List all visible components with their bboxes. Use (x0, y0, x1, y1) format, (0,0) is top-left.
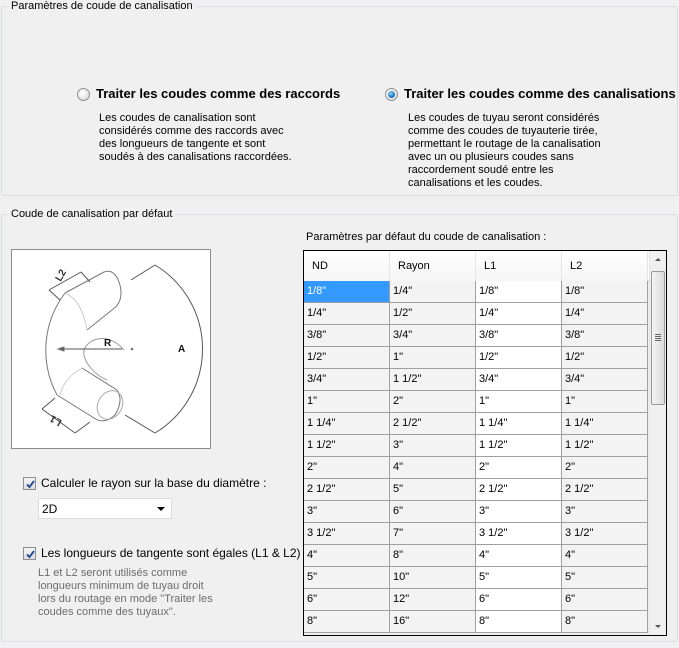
table-cell-l1[interactable]: 2 1/2" (476, 479, 562, 501)
radio-treat-as-fittings-label: Traiter les coudes comme des raccords (96, 86, 341, 101)
table-cell-l2[interactable]: 3 1/2" (562, 523, 648, 545)
table-cell-l1[interactable]: 8" (476, 611, 562, 633)
radio-treat-as-pipes-label: Traiter les coudes comme des canalisations (404, 86, 676, 101)
vertical-scrollbar[interactable] (649, 251, 666, 635)
l1-label: L1 (48, 412, 64, 428)
table-cell-nd[interactable]: 2 1/2" (304, 479, 390, 501)
table-row[interactable] (304, 479, 650, 501)
table-cell-rayon[interactable]: 10" (390, 567, 476, 589)
column-header-rayon[interactable]: Rayon (390, 251, 476, 281)
table-cell-rayon[interactable]: 3/4" (390, 325, 476, 347)
table-row[interactable] (304, 589, 650, 611)
table-cell-nd[interactable]: 3/4" (304, 369, 390, 391)
table-cell-l1[interactable]: 1/8" (476, 281, 562, 303)
table-row[interactable] (304, 325, 650, 347)
checkbox-checked-icon[interactable] (23, 477, 36, 490)
table-cell-rayon[interactable]: 7" (390, 523, 476, 545)
table-row[interactable] (304, 457, 650, 479)
table-cell-rayon[interactable]: 5" (390, 479, 476, 501)
table-cell-rayon[interactable]: 16" (390, 611, 476, 633)
table-cell-l2[interactable]: 3/4" (562, 369, 648, 391)
table-cell-rayon[interactable]: 6" (390, 501, 476, 523)
r-label: R (104, 338, 112, 349)
description-line: soudés à des canalisations raccordées. (99, 151, 292, 163)
table-cell-l2[interactable]: 3/8" (562, 325, 648, 347)
table-row[interactable] (304, 523, 650, 545)
table-cell-l2[interactable]: 4" (562, 545, 648, 567)
table-cell-l2[interactable]: 1 1/2" (562, 435, 648, 457)
grip-icon (655, 334, 661, 341)
calc-radius-checkbox[interactable] (23, 476, 266, 490)
table-cell-rayon[interactable]: 12" (390, 589, 476, 611)
description-line: raccordement soudé entre les (408, 164, 554, 176)
table-cell-l1[interactable]: 3" (476, 501, 562, 523)
table-cell-l1[interactable]: 1 1/2" (476, 435, 562, 457)
table-cell-rayon[interactable]: 1" (390, 347, 476, 369)
table-cell-l2[interactable]: 1/2" (562, 347, 648, 369)
table-cell-l2[interactable]: 1/8" (562, 281, 648, 303)
description-line: considérés comme des raccords avec (99, 125, 284, 137)
table-cell-l1[interactable]: 6" (476, 589, 562, 611)
table-cell-nd[interactable]: 1 1/2" (304, 435, 390, 457)
chevron-down-icon[interactable] (157, 507, 165, 511)
table-cell-l2[interactable]: 8" (562, 611, 648, 633)
table-cell-rayon[interactable]: 1/4" (390, 281, 476, 303)
table-cell-l2[interactable]: 5" (562, 567, 648, 589)
table-cell-nd[interactable]: 6" (304, 589, 390, 611)
hint-line: longueurs minimum de tuyau droit (38, 580, 204, 592)
elbow-diagram (11, 249, 211, 449)
description-line: permettant le routage de la canalisation (408, 138, 601, 150)
radio-button-checked-icon[interactable] (385, 88, 398, 101)
description-line: Les coudes de tuyau seront considérés (408, 112, 600, 124)
table-caption: Paramètres par défaut du coude de canalisation : (306, 231, 547, 243)
radio-button-icon[interactable] (77, 88, 90, 101)
radius-combo-value: 2D (42, 501, 58, 516)
scroll-up-arrow-icon[interactable] (650, 251, 667, 268)
description-line: Les coudes de canalisation sont (99, 112, 256, 124)
checkbox-checked-icon[interactable] (23, 547, 36, 560)
table-cell-nd[interactable]: 1/4" (304, 303, 390, 325)
scroll-down-arrow-icon[interactable] (650, 618, 667, 635)
column-header-nd[interactable]: ND (304, 251, 390, 281)
table-cell-l1[interactable]: 1 1/4" (476, 413, 562, 435)
table-cell-l2[interactable]: 2" (562, 457, 648, 479)
table-cell-rayon[interactable]: 4" (390, 457, 476, 479)
table-cell-nd[interactable]: 3 1/2" (304, 523, 390, 545)
l2-label: L2 (53, 267, 70, 284)
table-row[interactable] (304, 545, 650, 567)
table-row[interactable] (304, 567, 650, 589)
default-elbow-title: Coude de canalisation par défaut (8, 208, 175, 221)
description-line: des longueurs de tangente et sont (99, 138, 266, 150)
table-row[interactable] (304, 303, 650, 325)
table-row[interactable] (304, 413, 650, 435)
table-cell-l1[interactable]: 1/2" (476, 347, 562, 369)
elbow-defaults-table[interactable] (303, 250, 667, 636)
table-cell-l1[interactable]: 5" (476, 567, 562, 589)
column-header-l1[interactable]: L1 (476, 251, 562, 281)
table-cell-l1[interactable]: 1/4" (476, 303, 562, 325)
table-cell-nd[interactable]: 1 1/4" (304, 413, 390, 435)
table-row[interactable] (304, 281, 650, 303)
table-cell-nd[interactable]: 3/8" (304, 325, 390, 347)
table-row[interactable] (304, 369, 650, 391)
table-cell-l1[interactable]: 3/4" (476, 369, 562, 391)
table-cell-rayon[interactable]: 2" (390, 391, 476, 413)
a-label: A (178, 344, 186, 355)
table-cell-l1[interactable]: 2" (476, 457, 562, 479)
table-cell-l1[interactable]: 4" (476, 545, 562, 567)
table-cell-rayon[interactable]: 1/2" (390, 303, 476, 325)
calc-radius-label: Calculer le rayon sur la base du diamètre : (41, 476, 267, 490)
table-cell-l2[interactable]: 2 1/2" (562, 479, 648, 501)
table-row[interactable] (304, 501, 650, 523)
table-body (304, 281, 650, 633)
table-row[interactable] (304, 611, 650, 633)
table-cell-nd[interactable]: 1" (304, 391, 390, 413)
scroll-thumb[interactable] (651, 271, 665, 405)
hint-line: lors du routage en mode "Traiter les (38, 593, 213, 605)
table-cell-nd[interactable]: 5" (304, 567, 390, 589)
table-row[interactable] (304, 435, 650, 457)
elbow-parameters-title: Paramètres de coude de canalisation (8, 0, 196, 13)
equal-tangent-checkbox[interactable] (23, 546, 301, 560)
hint-line: coudes comme des tuyaux". (38, 606, 176, 618)
table-header (304, 251, 650, 281)
table-row[interactable] (304, 347, 650, 369)
equal-tangent-label: Les longueurs de tangente sont égales (L1 & L2) (41, 546, 301, 560)
table-cell-rayon[interactable]: 3" (390, 435, 476, 457)
table-cell-l2[interactable]: 1 1/4" (562, 413, 648, 435)
table-cell-l2[interactable]: 6" (562, 589, 648, 611)
table-cell-nd[interactable]: 2" (304, 457, 390, 479)
table-cell-l2[interactable]: 1" (562, 391, 648, 413)
table-cell-rayon[interactable]: 2 1/2" (390, 413, 476, 435)
table-cell-nd[interactable]: 8" (304, 611, 390, 633)
description-line: canalisations et les coudes. (408, 177, 543, 189)
table-cell-l1[interactable]: 3 1/2" (476, 523, 562, 545)
table-cell-nd[interactable]: 3" (304, 501, 390, 523)
treat-as-fittings-description (99, 112, 292, 164)
table-cell-nd[interactable]: 1/2" (304, 347, 390, 369)
treat-as-pipes-description (408, 112, 601, 190)
table-cell-rayon[interactable]: 1 1/2" (390, 369, 476, 391)
tangent-hint (38, 567, 213, 619)
table-cell-l2[interactable]: 1/4" (562, 303, 648, 325)
radio-treat-as-pipes[interactable] (385, 86, 676, 102)
hint-line: L1 et L2 seront utilisés comme (38, 567, 188, 579)
description-line: avec un ou plusieurs coudes sans (408, 151, 574, 163)
table-cell-rayon[interactable]: 8" (390, 545, 476, 567)
radio-treat-as-fittings[interactable] (77, 86, 340, 102)
table-cell-l2[interactable]: 3" (562, 501, 648, 523)
table-row[interactable] (304, 391, 650, 413)
table-cell-nd[interactable]: 1/8" (304, 281, 390, 303)
radius-combo[interactable] (38, 498, 172, 519)
table-cell-nd[interactable]: 4" (304, 545, 390, 567)
table-cell-l1[interactable]: 1" (476, 391, 562, 413)
column-header-l2[interactable]: L2 (562, 251, 648, 281)
description-line: comme des coudes de tuyauterie tirée, (408, 125, 598, 137)
pipe-elbow-icon (12, 250, 210, 448)
table-cell-l1[interactable]: 3/8" (476, 325, 562, 347)
